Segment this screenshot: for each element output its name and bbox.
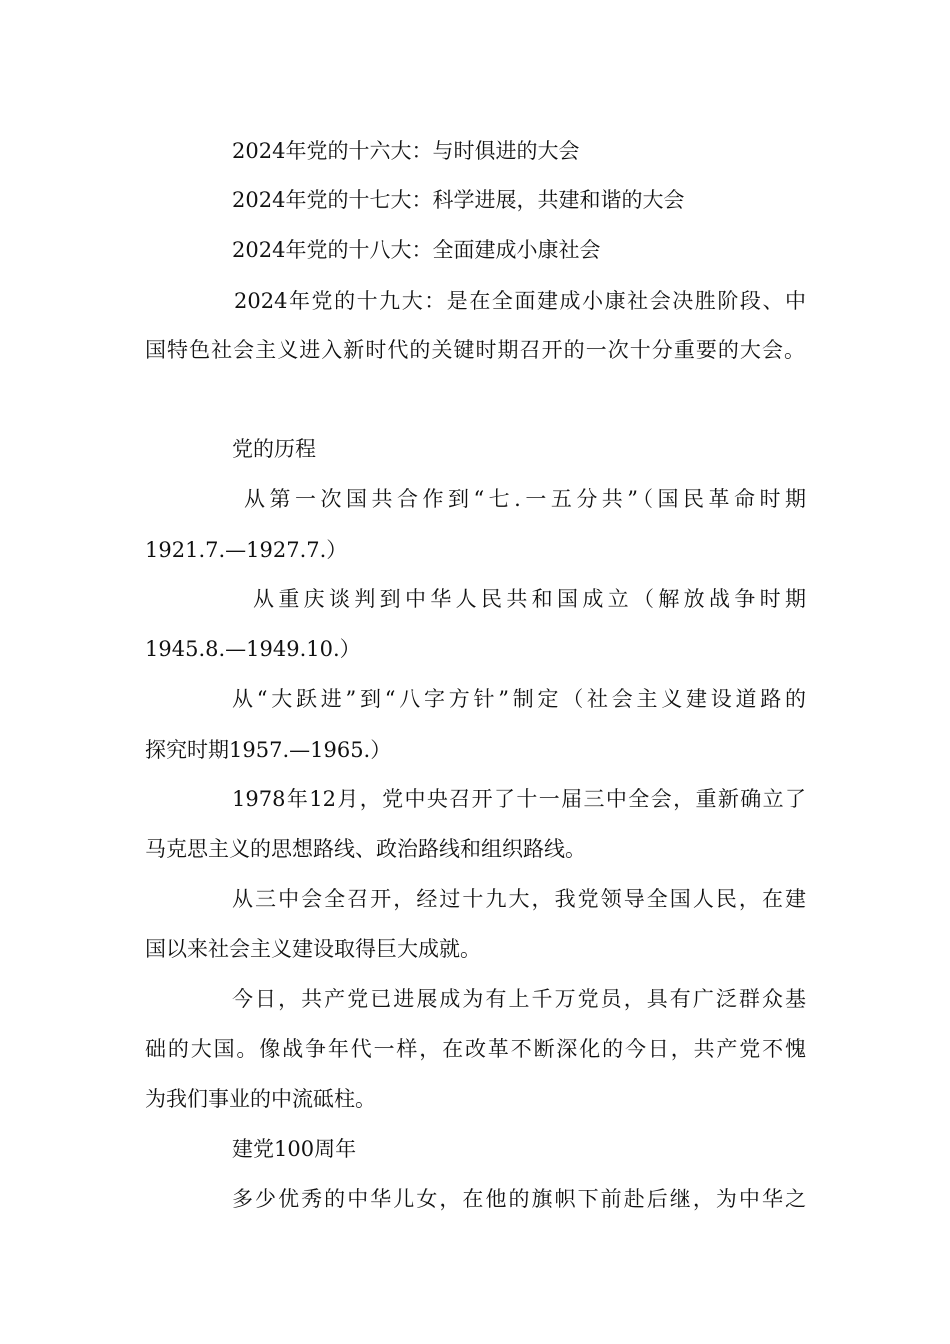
text-line: 2024年党的十七大：科学进展，共建和谐的大会 (232, 188, 685, 212)
text-line: 1978年12月，党中央召开了十一届三中全会，重新确立了 (232, 787, 806, 811)
text-line: 1945.8.—1949.10.） (145, 637, 361, 661)
section-heading: 建党100周年 (232, 1137, 357, 1161)
section-heading: 党的历程 (232, 437, 316, 461)
text-line: 为我们事业的中流砥柱。 (145, 1087, 376, 1111)
text-line: 今日，共产党已进展成为有上千万党员，具有广泛群众基 (232, 987, 806, 1011)
text-line: 2024年党的十八大：全面建成小康社会 (232, 238, 601, 262)
text-line: 2024年党的十九大：是在全面建成小康社会决胜阶段、中 (234, 289, 806, 313)
text-line: 探究时期1957.—1965.） (145, 738, 392, 762)
text-line: 马克思主义的思想路线、政治路线和组织路线。 (145, 837, 586, 861)
text-line: 1921.7.—1927.7.） (145, 538, 348, 562)
text-line: 从“大跃进”到“八字方针”制定（社会主义建设道路的 (232, 687, 806, 711)
text-line: 国以来社会主义建设取得巨大成就。 (145, 937, 481, 961)
text-line: 从第一次国共合作到“七.一五分共”（国民革命时期 (244, 487, 806, 511)
text-line: 2024年党的十六大：与时俱进的大会 (232, 139, 580, 163)
text-line: 础的大国。像战争年代一样，在改革不断深化的今日，共产党不愧 (145, 1037, 806, 1061)
text-line: 从重庆谈判到中华人民共和国成立（解放战争时期 (253, 587, 806, 611)
text-line: 从三中会全召开，经过十九大，我党领导全国人民，在建 (232, 887, 806, 911)
text-line: 国特色社会主义进入新时代的关键时期召开的一次十分重要的大会。 (145, 338, 805, 362)
text-line: 多少优秀的中华儿女，在他的旗帜下前赴后继，为中华之 (232, 1187, 806, 1211)
